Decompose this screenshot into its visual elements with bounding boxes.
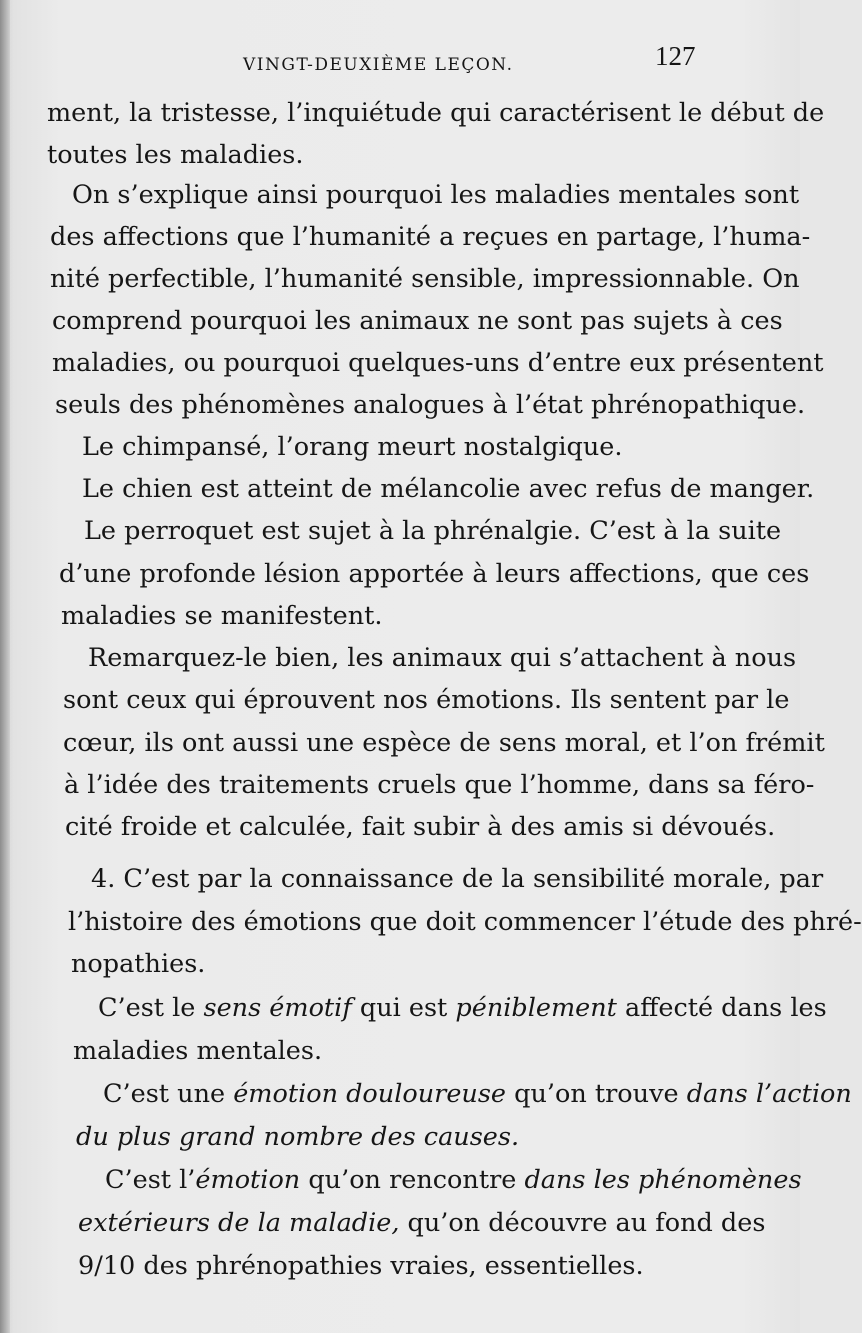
text-line: d’une profonde lésion apportée à leurs affections, que ces xyxy=(59,559,810,589)
text-line: maladies se manifestent. xyxy=(61,601,383,631)
text-line xyxy=(98,993,827,1023)
text-line xyxy=(76,1122,519,1152)
text-line: Le chimpansé, l’orang meurt nostalgique. xyxy=(82,432,623,462)
text-run: affecté dans les xyxy=(616,993,827,1023)
italic-phrase: émotion douloureuse xyxy=(233,1079,507,1109)
italic-phrase: extérieurs de la maladie, xyxy=(78,1208,400,1238)
text-run: qu’on rencontre xyxy=(300,1165,525,1195)
text-line: cité froide et calculée, fait subir à des amis si dévoués. xyxy=(65,812,776,842)
text-line: 4. C’est par la connaissance de la sensibilité morale, par xyxy=(91,864,824,894)
text-line: ment, la tristesse, l’inquiétude qui caractérisent le début de xyxy=(47,98,825,128)
text-run: qui est xyxy=(351,993,456,1023)
text-run: C’est le xyxy=(98,993,204,1023)
text-line: seuls des phénomènes analogues à l’état phrénopathique. xyxy=(55,390,806,420)
text-line: comprend pourquoi les animaux ne sont pas sujets à ces xyxy=(52,306,783,336)
text-run: C’est une xyxy=(103,1079,234,1109)
text-line: toutes les maladies. xyxy=(47,140,304,170)
text-line xyxy=(78,1208,766,1238)
text-line: maladies, ou pourquoi quelques-uns d’entre eux présentent xyxy=(52,348,824,378)
text-line: cœur, ils ont aussi une espèce de sens moral, et l’on frémit xyxy=(63,728,825,758)
italic-phrase: sens émotif xyxy=(203,993,352,1023)
italic-phrase: péniblement xyxy=(455,993,617,1023)
italic-phrase: dans l’action xyxy=(686,1079,852,1109)
text-line: Le chien est atteint de mélancolie avec refus de manger. xyxy=(82,474,815,504)
italic-phrase: dans les phénomènes xyxy=(524,1165,802,1195)
text-line: nopathies. xyxy=(71,949,206,979)
text-line xyxy=(105,1165,802,1195)
text-line: 9/10 des phrénopathies vraies, essentielles. xyxy=(78,1251,644,1281)
page-number: 127 xyxy=(655,41,696,71)
text-line: On s’explique ainsi pourquoi les maladies mentales sont xyxy=(72,180,800,210)
text-line: sont ceux qui éprouvent nos émotions. Ils sentent par le xyxy=(63,685,790,715)
italic-phrase: émotion xyxy=(195,1165,301,1195)
text-line: nité perfectible, l’humanité sensible, impressionnable. On xyxy=(50,264,800,294)
text-line: l’histoire des émotions que doit commencer l’étude des phré- xyxy=(68,907,862,937)
text-run: qu’on découvre au fond des xyxy=(399,1208,766,1238)
text-run: qu’on trouve xyxy=(506,1079,687,1109)
text-line: Remarquez-le bien, les animaux qui s’attachent à nous xyxy=(88,643,797,673)
italic-phrase: du plus grand nombre des causes. xyxy=(76,1122,520,1152)
running-head: VINGT-DEUXIÈME LEÇON. xyxy=(243,55,514,75)
text-line: des affections que l’humanité a reçues en partage, l’huma- xyxy=(50,222,811,252)
text-line xyxy=(103,1079,852,1109)
text-line: à l’idée des traitements cruels que l’homme, dans sa féro- xyxy=(64,770,815,800)
text-line: maladies mentales. xyxy=(73,1036,323,1066)
text-run: C’est l’ xyxy=(105,1165,196,1195)
text-line: Le perroquet est sujet à la phrénalgie. C’est à la suite xyxy=(84,516,782,546)
